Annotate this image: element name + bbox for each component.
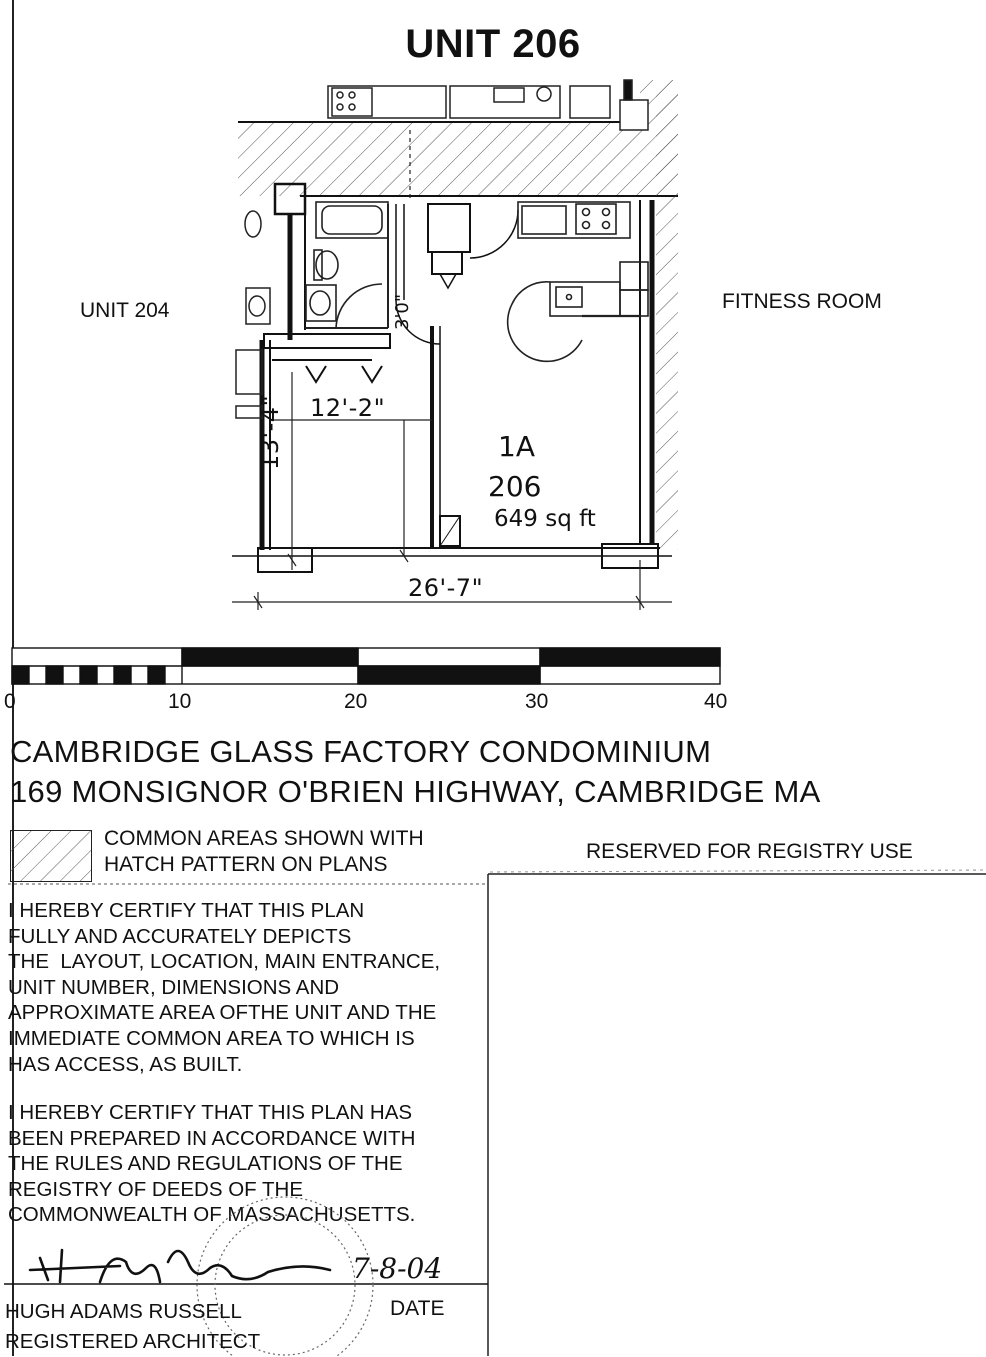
cert2-line-5: COMMONWEALTH OF MASSACHUSETTS. — [8, 1203, 416, 1227]
cert1-line-4: UNIT NUMBER, DIMENSIONS AND — [8, 975, 340, 999]
registry-reserved-label: RESERVED FOR REGISTRY USE — [586, 840, 913, 863]
dim-bedroom-depth: 13'-4" — [256, 394, 284, 470]
architect-name: HUGH ADAMS RUSSELL — [5, 1300, 242, 1323]
handwritten-date: 7-8-04 — [352, 1252, 443, 1285]
scale-label-40: 40 — [704, 690, 728, 713]
cert1-line-2: FULLY AND ACCURATELY DEPICTS — [8, 924, 352, 948]
architect-signature-block — [5, 1297, 260, 1357]
unit-area-label: 649 sq ft — [494, 506, 596, 532]
cert2-line-1: I HEREBY CERTIFY THAT THIS PLAN HAS — [8, 1101, 413, 1124]
architect-title: REGISTERED ARCHITECT — [5, 1330, 261, 1353]
unit-number-label: 206 — [488, 470, 542, 503]
cert2-line-4: REGISTRY OF DEEDS OF THE — [8, 1177, 304, 1201]
date-label: DATE — [390, 1297, 445, 1320]
scale-label-20: 20 — [344, 690, 368, 713]
neighbor-right-label: FITNESS ROOM — [722, 290, 882, 313]
project-address: 169 MONSIGNOR O'BRIEN HIGHWAY, CAMBRIDGE MA — [10, 774, 821, 809]
dim-bedroom-width: 12'-2" — [310, 394, 386, 422]
cert2-line-3: THE RULES AND REGULATIONS OF THE — [8, 1152, 403, 1176]
cert1-line-6: IMMEDIATE COMMON AREA TO WHICH IS — [8, 1026, 415, 1050]
legend-line-1: COMMON AREAS SHOWN WITH — [104, 827, 424, 850]
scale-label-0: 0 — [4, 690, 16, 713]
cert1-line-1: I HEREBY CERTIFY THAT THIS PLAN — [8, 899, 365, 922]
unit-title: UNIT 206 — [405, 22, 581, 66]
dim-overall-width: 26'-7" — [408, 574, 484, 602]
project-name: CAMBRIDGE GLASS FACTORY CONDOMINIUM — [10, 734, 712, 769]
dim-door: 3'0" — [392, 293, 413, 330]
cert2-line-2: BEEN PREPARED IN ACCORDANCE WITH — [8, 1126, 416, 1150]
cert1-line-5: APPROXIMATE AREA OFTHE UNIT AND THE — [8, 1001, 437, 1025]
handwritten-signature — [30, 1250, 330, 1282]
neighbor-left-label: UNIT 204 — [80, 299, 170, 322]
scale-label-10: 10 — [168, 690, 192, 713]
scale-label-30: 30 — [525, 690, 549, 713]
cert1-line-7: HAS ACCESS, AS BUILT. — [8, 1052, 243, 1076]
cert1-line-3: THE LAYOUT, LOCATION, MAIN ENTRANCE, — [8, 950, 441, 974]
unit-type-label: 1A — [498, 430, 535, 463]
legend-line-2: HATCH PATTERN ON PLANS — [104, 853, 388, 876]
